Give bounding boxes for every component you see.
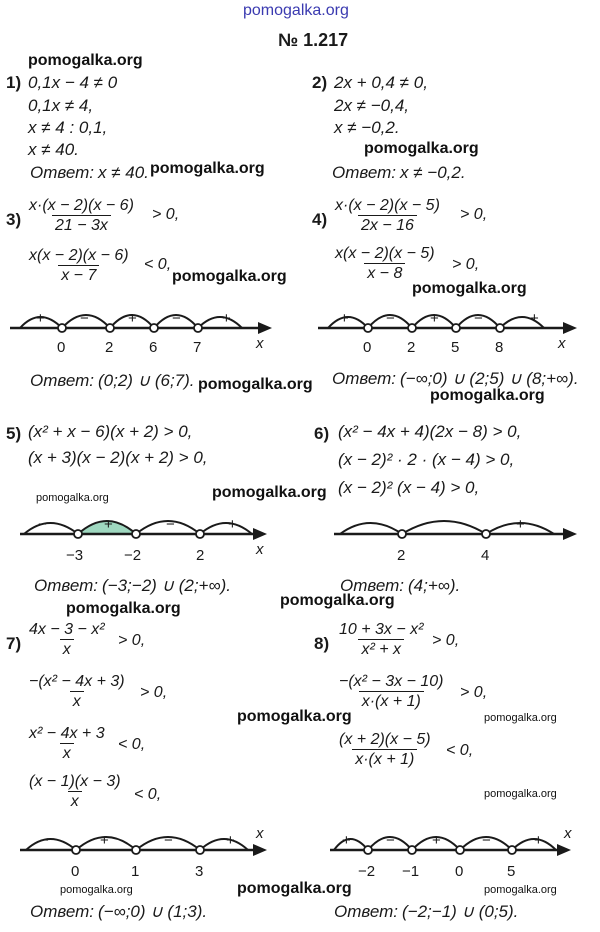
answer-label: Ответ: bbox=[334, 902, 399, 921]
numerator: x·(x − 2)(x − 6) bbox=[29, 197, 134, 214]
watermark: pomogalka.org bbox=[430, 387, 545, 404]
sign: − bbox=[40, 832, 49, 849]
fraction bbox=[26, 724, 108, 763]
tick-label: −2 bbox=[358, 863, 376, 880]
tick-label: 1 bbox=[131, 863, 140, 880]
answer-value: x ≠ 40. bbox=[98, 163, 149, 182]
fraction bbox=[332, 196, 443, 235]
sign: − bbox=[166, 516, 175, 533]
numerator: x·(x − 2)(x − 5) bbox=[335, 197, 440, 214]
tick-label: 5 bbox=[507, 863, 516, 880]
answer-label: Ответ: bbox=[34, 576, 99, 595]
tick-label: 3 bbox=[195, 863, 204, 880]
p5-line: (x + 3)(x − 2)(x + 2) > 0, bbox=[28, 448, 208, 467]
problem-number: 6) bbox=[314, 424, 330, 443]
tick-label: 2 bbox=[407, 339, 416, 356]
answer-value: (0;2) ∪ (6;7). bbox=[98, 371, 195, 390]
fraction bbox=[336, 730, 434, 769]
watermark: pomogalka.org bbox=[280, 592, 395, 609]
sign: − bbox=[386, 832, 395, 849]
fraction bbox=[332, 244, 438, 283]
answer-label: Ответ: bbox=[332, 369, 397, 388]
fraction bbox=[26, 772, 124, 811]
tick-label: 2 bbox=[397, 547, 406, 564]
relation: > 0, bbox=[452, 256, 480, 273]
relation: > 0, bbox=[460, 684, 488, 701]
axis-label: x bbox=[256, 541, 264, 558]
answer-label: Ответ: bbox=[340, 576, 405, 595]
problem-number: 2) bbox=[312, 73, 328, 92]
site-header: pomogalka.org bbox=[243, 2, 349, 19]
sign: + bbox=[430, 310, 439, 327]
p1-line: 0,1x ≠ 4, bbox=[28, 96, 94, 115]
denominator: x·(x + 1) bbox=[352, 749, 417, 769]
tick-label: −3 bbox=[66, 547, 84, 564]
numerator: −(x² − 3x − 10) bbox=[339, 673, 444, 690]
answer-value: (−3;−2) ∪ (2;+∞). bbox=[102, 576, 231, 595]
tick-label: 0 bbox=[363, 339, 372, 356]
number-line bbox=[330, 820, 590, 884]
watermark: pomogalka.org bbox=[412, 280, 527, 297]
tick-label: 4 bbox=[481, 547, 490, 564]
watermark: pomogalka.org bbox=[66, 600, 181, 617]
answer-value: x ≠ −0,2. bbox=[400, 163, 466, 182]
watermark: pomogalka.org bbox=[150, 160, 265, 177]
sign: − bbox=[164, 832, 173, 849]
answer-label: Ответ: bbox=[30, 371, 95, 390]
p2-line: 2x + 0,4 ≠ 0, bbox=[334, 73, 428, 92]
p6-line: (x − 2)² (x − 4) > 0, bbox=[338, 478, 480, 497]
relation: > 0, bbox=[152, 206, 180, 223]
relation: > 0, bbox=[140, 684, 168, 701]
tick-label: 0 bbox=[71, 863, 80, 880]
watermark: pomogalka.org bbox=[484, 788, 557, 800]
number-line bbox=[318, 298, 588, 362]
sign: + bbox=[534, 832, 543, 849]
sign: + bbox=[432, 832, 441, 849]
watermark: pomogalka.org bbox=[60, 884, 133, 896]
sign: + bbox=[342, 832, 351, 849]
fraction bbox=[336, 620, 427, 659]
watermark: pomogalka.org bbox=[237, 880, 352, 897]
relation: > 0, bbox=[432, 632, 460, 649]
tick-label: 5 bbox=[451, 339, 460, 356]
denominator: x bbox=[70, 691, 84, 711]
fraction bbox=[26, 620, 108, 659]
number-line bbox=[20, 504, 290, 568]
number-line bbox=[334, 504, 594, 568]
tick-label: 8 bbox=[495, 339, 504, 356]
watermark: pomogalka.org bbox=[28, 52, 143, 69]
tick-label: 7 bbox=[193, 339, 202, 356]
numerator: x(x − 2)(x − 5) bbox=[335, 245, 435, 262]
p2-line: x ≠ −0,2. bbox=[334, 118, 400, 137]
relation: > 0, bbox=[460, 206, 488, 223]
tick-label: 2 bbox=[196, 547, 205, 564]
tick-label: −1 bbox=[402, 863, 420, 880]
p1-line: x ≠ 4 : 0,1, bbox=[28, 118, 108, 137]
denominator: x bbox=[60, 639, 74, 659]
problem-number: 4) bbox=[312, 210, 328, 229]
answer-label: Ответ: bbox=[332, 163, 397, 182]
fraction bbox=[336, 672, 447, 711]
relation: < 0, bbox=[144, 256, 172, 273]
p1-line: x ≠ 40. bbox=[28, 140, 79, 159]
tick-label: 0 bbox=[455, 863, 464, 880]
sign: − bbox=[474, 310, 483, 327]
watermark: pomogalka.org bbox=[484, 712, 557, 724]
watermark: pomogalka.org bbox=[36, 492, 109, 504]
sign: + bbox=[516, 516, 525, 533]
page-title: № 1.217 bbox=[278, 30, 349, 50]
numerator: −(x² − 4x + 3) bbox=[29, 673, 125, 690]
relation: < 0, bbox=[134, 786, 162, 803]
watermark: pomogalka.org bbox=[212, 484, 327, 501]
sign: + bbox=[36, 310, 45, 327]
denominator: x bbox=[68, 791, 82, 811]
relation: < 0, bbox=[446, 742, 474, 759]
relation: > 0, bbox=[118, 632, 146, 649]
relation: < 0, bbox=[118, 736, 146, 753]
numerator: (x + 2)(x − 5) bbox=[339, 731, 431, 748]
tick-label: −2 bbox=[124, 547, 142, 564]
answer-label: Ответ: bbox=[30, 163, 95, 182]
number-line bbox=[20, 820, 290, 884]
sign: − bbox=[80, 310, 89, 327]
p2-line: 2x ≠ −0,4, bbox=[334, 96, 410, 115]
axis-label: x bbox=[256, 825, 264, 842]
sign: − bbox=[38, 516, 47, 533]
answer-value: (4;+∞). bbox=[408, 576, 461, 595]
numerator: (x − 1)(x − 3) bbox=[29, 773, 121, 790]
tick-label: 6 bbox=[149, 339, 158, 356]
numerator: x² − 4x + 3 bbox=[29, 725, 105, 742]
sign: − bbox=[386, 310, 395, 327]
sign: − bbox=[482, 832, 491, 849]
sign: + bbox=[226, 832, 235, 849]
denominator: x² + x bbox=[358, 639, 404, 659]
fraction bbox=[26, 196, 137, 235]
watermark: pomogalka.org bbox=[237, 708, 352, 725]
watermark: pomogalka.org bbox=[172, 268, 287, 285]
watermark: pomogalka.org bbox=[198, 376, 313, 393]
denominator: x·(x + 1) bbox=[359, 691, 424, 711]
problem-number: 3) bbox=[6, 210, 22, 229]
tick-label: 0 bbox=[57, 339, 66, 356]
sign: + bbox=[530, 310, 539, 327]
denominator: 2x − 16 bbox=[358, 215, 417, 235]
axis-label: x bbox=[256, 335, 264, 352]
numerator: 4x − 3 − x² bbox=[29, 621, 105, 638]
denominator: 21 − 3x bbox=[52, 215, 111, 235]
sign: + bbox=[104, 516, 113, 533]
sign: + bbox=[100, 832, 109, 849]
fraction bbox=[26, 246, 132, 285]
sign: + bbox=[222, 310, 231, 327]
sign: + bbox=[228, 516, 237, 533]
answer-value: (−∞;0) ∪ (1;3). bbox=[98, 902, 208, 921]
watermark: pomogalka.org bbox=[484, 884, 557, 896]
answer-value: (−∞;0) ∪ (2;5) ∪ (8;+∞). bbox=[400, 369, 579, 388]
denominator: x − 7 bbox=[58, 265, 99, 285]
axis-label: x bbox=[564, 825, 572, 842]
tick-label: 2 bbox=[105, 339, 114, 356]
numerator: x(x − 2)(x − 6) bbox=[29, 247, 129, 264]
answer-value: (−2;−1) ∪ (0;5). bbox=[402, 902, 519, 921]
axis-label: x bbox=[558, 335, 566, 352]
numerator: 10 + 3x − x² bbox=[339, 621, 424, 638]
problem-number: 1) bbox=[6, 73, 22, 92]
p5-line: (x² + x − 6)(x + 2) > 0, bbox=[28, 422, 193, 441]
p6-line: (x − 2)² · 2 · (x − 4) > 0, bbox=[338, 450, 515, 469]
watermark: pomogalka.org bbox=[364, 140, 479, 157]
denominator: x bbox=[60, 743, 74, 763]
answer-label: Ответ: bbox=[30, 902, 95, 921]
problem-number: 7) bbox=[6, 634, 22, 653]
sign: + bbox=[128, 310, 137, 327]
problem-number: 5) bbox=[6, 424, 22, 443]
p1-line: 0,1x − 4 ≠ 0 bbox=[28, 73, 118, 92]
problem-number: 8) bbox=[314, 634, 330, 653]
sign: − bbox=[172, 310, 181, 327]
fraction bbox=[26, 672, 128, 711]
denominator: x − 8 bbox=[364, 263, 405, 283]
number-line bbox=[10, 298, 280, 362]
sign: + bbox=[340, 310, 349, 327]
p6-line: (x² − 4x + 4)(2x − 8) > 0, bbox=[338, 422, 522, 441]
